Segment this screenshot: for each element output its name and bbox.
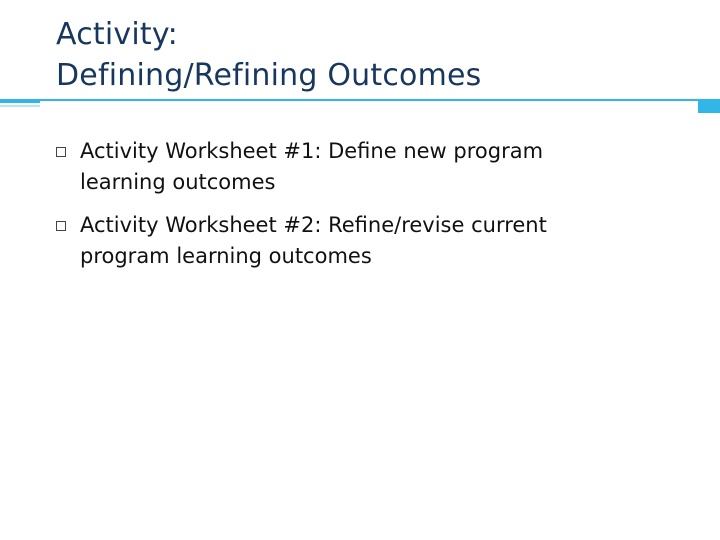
bullet-list (56, 136, 676, 284)
slide-title-line-2: Defining/Refining Outcomes (56, 58, 482, 93)
bullet-text-worksheet-1: Activity Worksheet #1: Define new program learning outcomes (80, 139, 544, 194)
bullet-item-worksheet-1 (56, 136, 676, 198)
accent-bar-right (698, 99, 720, 113)
square-bullet-icon (56, 221, 66, 231)
bullet-text-worksheet-2: Activity Worksheet #2: Refine/revise current program learning outcomes (80, 213, 547, 268)
accent-bar-left (0, 99, 40, 103)
slide-title-line-1: Activity: (56, 17, 178, 52)
square-bullet-icon (56, 147, 66, 157)
bullet-item-worksheet-2 (56, 210, 676, 272)
slide-title (56, 14, 676, 96)
title-divider-rule (40, 99, 720, 101)
accent-bar-left-shadow (0, 105, 40, 107)
